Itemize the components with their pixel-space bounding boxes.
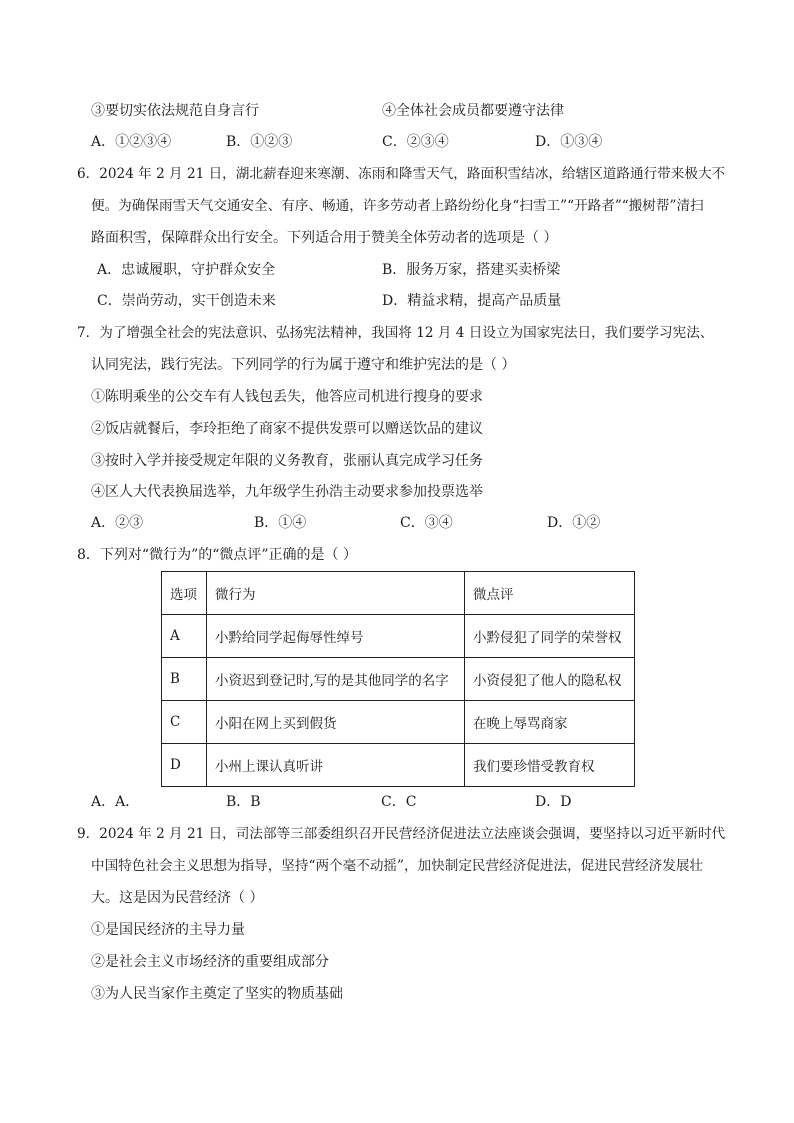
q9-item-3: ③为人民当家作主奠定了坚实的物质基础 — [91, 986, 343, 1002]
q7-option-c[interactable]: C．③④ — [400, 515, 453, 531]
table-header-cell: 微行为 — [207, 572, 465, 615]
table-row — [162, 744, 635, 787]
table-header-cell: 选项 — [162, 572, 207, 615]
q8-option-a[interactable]: A．A． — [91, 794, 140, 810]
table-cell: B — [162, 658, 207, 701]
q6-option-d[interactable]: D．精益求精，提高产品质量 — [382, 293, 562, 309]
table-cell: 小黔给同学起侮辱性绰号 — [207, 615, 465, 658]
table-cell: 小黔侵犯了同学的荣誉权 — [465, 615, 635, 658]
q5-item-4: ④全体社会成员都要遵守法律 — [382, 103, 564, 119]
q5-option-b[interactable]: B．①②③ — [226, 134, 293, 150]
q7-stem-line-2: 认同宪法，践行宪法。下列同学的行为属于遵守和维护宪法的是（ ） — [91, 357, 516, 373]
q8-option-d[interactable]: D．D — [535, 794, 572, 810]
q7-option-b[interactable]: B．①④ — [254, 515, 307, 531]
table-cell: C — [162, 701, 207, 744]
table-cell: 我们要珍惜受教育权 — [465, 744, 635, 787]
q5-option-c[interactable]: C．②③④ — [382, 134, 449, 150]
table-cell: 小阳在网上买到假货 — [207, 701, 465, 744]
q7-item-4: ④区人大代表换届选举，九年级学生孙浩主动要求参加投票选举 — [91, 484, 483, 500]
q7-item-3: ③按时入学并接受规定年限的义务教育，张丽认真完成学习任务 — [91, 453, 483, 469]
q6-stem-line-2: 便。为确保雨雪天气交通安全、有序、畅通，许多劳动者上路纷纷化身“扫雪工”“开路者”“搬树帮”清扫 — [91, 198, 704, 214]
table-row — [162, 615, 635, 658]
q7-stem-line-1: 7．为了增强全社会的宪法意识、弘扬宪法精神，我国将 12 月 4 日设立为国家宪法日，我们要学习宪法、 — [77, 325, 714, 341]
q9-item-1: ①是国民经济的主导力量 — [91, 922, 245, 938]
q7-item-1: ①陈明乘坐的公交车有人钱包丢失，他答应司机进行搜身的要求 — [91, 389, 483, 405]
q9-stem-line-3: 大。这是因为民营经济（ ） — [91, 890, 264, 906]
q6-option-c[interactable]: C．崇尚劳动，实干创造未来 — [97, 293, 276, 309]
q6-stem-line-1: 6．2024 年 2 月 21 日，湖北薪春迎来寒潮、冻雨和降雪天气，路面积雪结冰，给辖区道路通行带来极大不 — [77, 166, 726, 182]
table-cell: D — [162, 744, 207, 787]
table-header-row — [162, 572, 635, 615]
q5-item-3: ③要切实依法规范自身言行 — [91, 103, 259, 119]
q5-option-a[interactable]: A．①②③④ — [91, 134, 172, 150]
q8-option-b[interactable]: B．B — [226, 794, 261, 810]
q6-option-a[interactable]: A．忠诚履职，守护群众安全 — [97, 262, 276, 278]
q7-option-a[interactable]: A．②③ — [91, 515, 144, 531]
q9-item-2: ②是社会主义市场经济的重要组成部分 — [91, 954, 329, 970]
q8-option-c[interactable]: C．C — [381, 794, 417, 810]
table-cell: 在晚上辱骂商家 — [465, 701, 635, 744]
table-row — [162, 658, 635, 701]
table-cell: 小州上课认真听讲 — [207, 744, 465, 787]
table-header-cell: 微点评 — [465, 572, 635, 615]
q8-stem: 8．下列对“微行为”的“微点评”正确的是（ ） — [77, 547, 357, 563]
table-cell: 小资迟到登记时,写的是其他同学的名字 — [207, 658, 465, 701]
q6-option-b[interactable]: B．服务万家，搭建买卖桥梁 — [382, 262, 561, 278]
q7-item-2: ②饭店就餐后，李玲拒绝了商家不提供发票可以赠送饮品的建议 — [91, 421, 483, 437]
table-row — [162, 701, 635, 744]
table-cell: 小资侵犯了他人的隐私权 — [465, 658, 635, 701]
q9-stem-line-1: 9．2024 年 2 月 21 日，司法部等三部委组织召开民营经济促进法立法座谈会强调，要坚持以习近平新时代 — [77, 826, 726, 842]
q8-table — [161, 571, 635, 787]
q5-option-d[interactable]: D．①③④ — [535, 134, 603, 150]
q7-option-d[interactable]: D．①② — [547, 515, 601, 531]
table-cell: A — [162, 615, 207, 658]
q6-stem-line-3: 路面积雪，保障群众出行安全。下列适合用于赞美全体劳动者的选项是（ ） — [91, 230, 558, 246]
q9-stem-line-2: 中国特色社会主义思想为指导，坚持“两个毫不动摇”，加快制定民营经济促进法，促进民营经济发展壮 — [91, 858, 704, 874]
